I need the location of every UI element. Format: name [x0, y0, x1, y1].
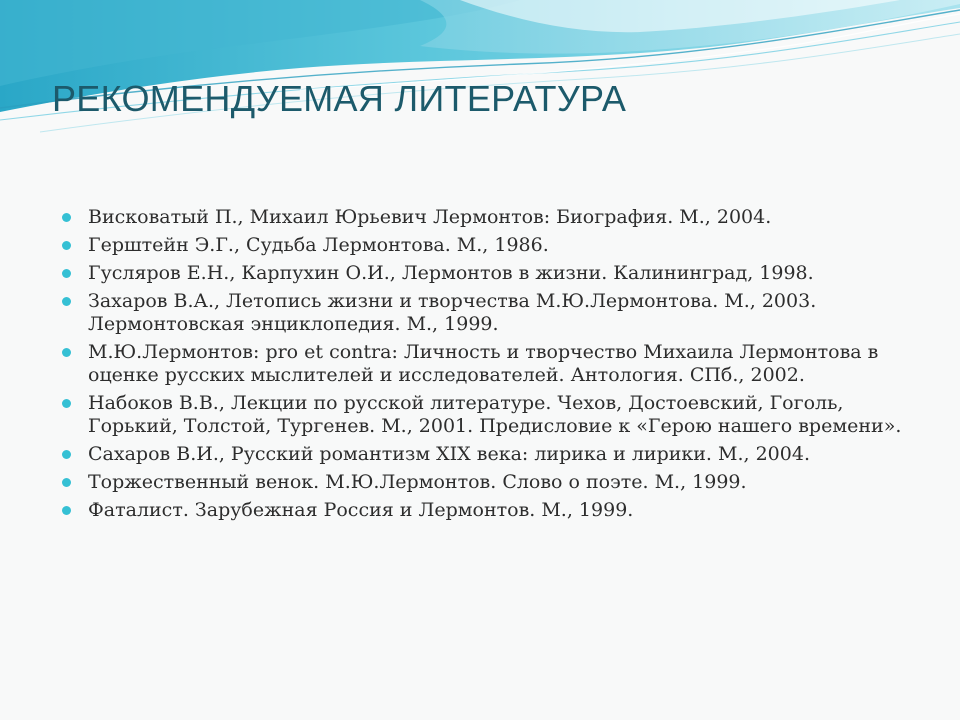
list-item — [62, 471, 922, 494]
list-item — [62, 290, 922, 336]
reference-text: Захаров В.А., Летопись жизни и творчества М.Ю.Лермонтова. М., 2003. Лермонтовская энциклопедия. М., 1999. — [88, 290, 817, 335]
reference-text: М.Ю.Лермонтов: pro et contra: Личность и творчество Михаила Лермонтова в оценке русских мыслителей и исследователей. Антология. СПб., 2002. — [88, 341, 879, 386]
list-item — [62, 262, 922, 285]
reference-text: Торжественный венок. М.Ю.Лермонтов. Слово о поэте. М., 1999. — [88, 471, 747, 493]
reference-text: Сахаров В.И., Русский романтизм XIX века: лирика и лирики. М., 2004. — [88, 443, 810, 465]
bullet-icon — [62, 269, 71, 278]
list-item — [62, 443, 922, 466]
reference-list — [62, 206, 922, 527]
bullet-icon — [62, 241, 71, 250]
reference-text: Набоков В.В., Лекции по русской литературе. Чехов, Достоевский, Гоголь, Горький, Толстой, Тургенев. М., 2001. Предисловие к «Герою нашего времени». — [88, 392, 902, 437]
list-item — [62, 234, 922, 257]
bullet-icon — [62, 450, 71, 459]
bullet-icon — [62, 506, 71, 515]
bullet-icon — [62, 399, 71, 408]
bullet-icon — [62, 348, 71, 357]
list-item — [62, 341, 922, 387]
list-item — [62, 392, 922, 438]
slide-title: РЕКОМЕНДУЕМАЯ ЛИТЕРАТУРА — [52, 78, 627, 119]
reference-text: Висковатый П., Михаил Юрьевич Лермонтов: Биография. М., 2004. — [88, 206, 772, 228]
reference-text: Герштейн Э.Г., Судьба Лермонтова. М., 1986. — [88, 234, 549, 256]
reference-text: Фаталист. Зарубежная Россия и Лермонтов. М., 1999. — [88, 499, 634, 521]
bullet-icon — [62, 213, 71, 222]
list-item — [62, 499, 922, 522]
bullet-icon — [62, 478, 71, 487]
list-item — [62, 206, 922, 229]
reference-text: Гусляров Е.Н., Карпухин О.И., Лермонтов в жизни. Калининград, 1998. — [88, 262, 814, 284]
bullet-icon — [62, 297, 71, 306]
